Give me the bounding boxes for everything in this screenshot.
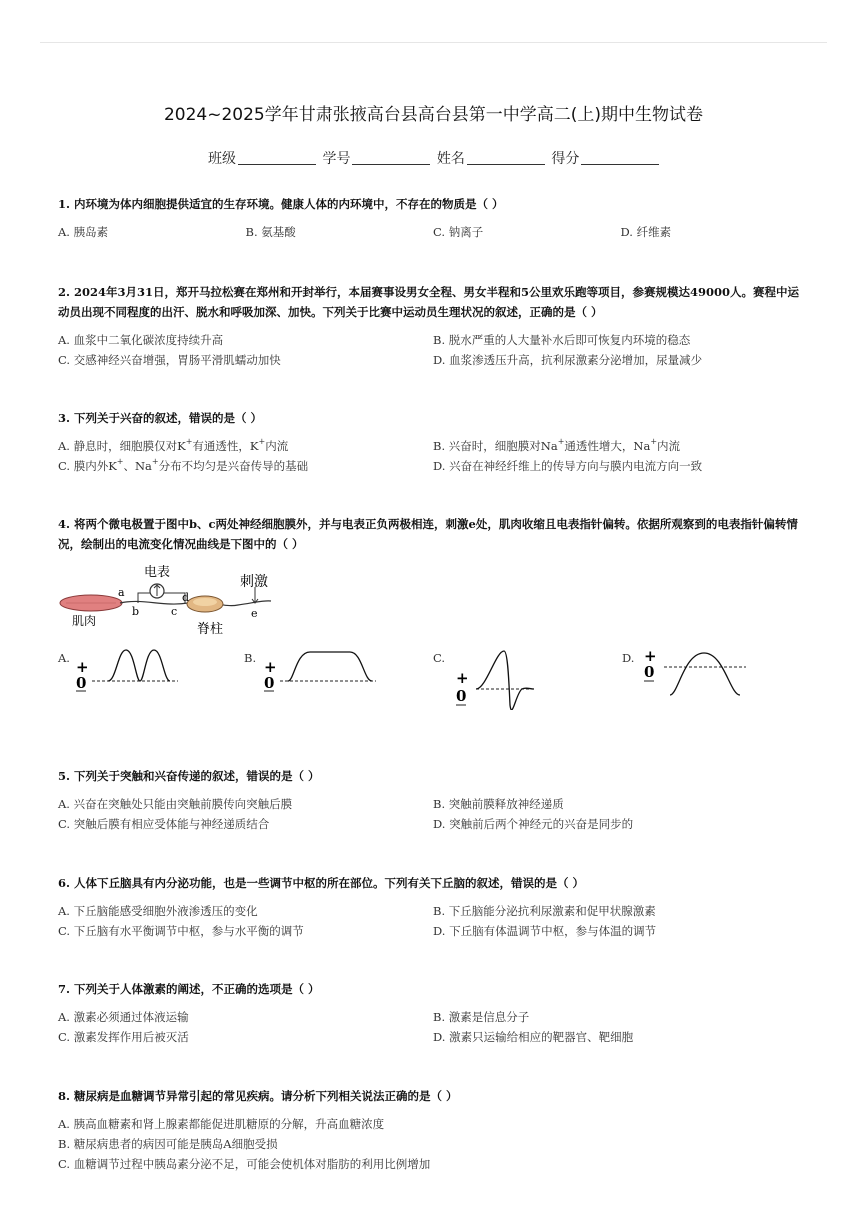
svg-text:+: + [456, 669, 469, 687]
option-b[interactable]: B. 突触前膜释放神经递质 [433, 797, 564, 811]
student-info-line [208, 148, 661, 168]
question-stem: 4. 将两个微电极置于图中b、c两处神经细胞膜外，并与电表正负两极相连，刺激e处，肌肉收缩且电表指针偏转。依据所观察到的电表指针偏转情况，绘制出的电流变化情况曲线是下图中的（ ） [58, 517, 798, 551]
id-label: 学号 [322, 151, 351, 167]
point-c-label: c [171, 605, 178, 618]
svg-text:0: 0 [76, 674, 87, 692]
question-8 [58, 1086, 808, 1174]
question-stem: 3. 下列关于兴奋的叙述，错误的是（ ） [58, 411, 263, 425]
option-c[interactable]: C. 交感神经兴奋增强，胃肠平滑肌蠕动加快 [58, 353, 281, 367]
option-a[interactable]: A. 下丘脑能感受细胞外液渗透压的变化 [58, 904, 258, 918]
name-field[interactable] [467, 150, 545, 165]
option-list [58, 222, 808, 242]
question-stem: 2. 2024年3月31日，郑开马拉松赛在郑州和开封举行，本届赛事设男女全程、男女半程和5公里欢乐跑等项目，参赛规模达49000人。赛程中运动员出现不同程度的出汗、脱水和呼吸加深、加快。下列关于比赛中运动员生理状况的叙述，正确的是（ ） [58, 285, 800, 319]
option-d[interactable]: D. 血浆渗透压升高，抗利尿激素分泌增加，尿量减少 [433, 353, 703, 367]
question-stem: 7. 下列关于人体激素的阐述，不正确的选项是（ ） [58, 982, 320, 996]
question-7 [58, 979, 808, 1047]
svg-text:+: + [264, 658, 277, 676]
question-6 [58, 873, 808, 941]
svg-text:0: 0 [264, 674, 275, 692]
graph-b-label[interactable]: B. [244, 651, 257, 665]
score-field[interactable] [581, 150, 659, 165]
point-e-label: e [251, 607, 258, 620]
name-label: 姓名 [436, 151, 465, 167]
point-b-label: b [132, 605, 140, 618]
option-c[interactable]: C. 激素发挥作用后被灭活 [58, 1030, 189, 1044]
graph-c-label[interactable]: C. [433, 651, 446, 665]
option-d[interactable]: D. 下丘脑有体温调节中枢，参与体温的调节 [433, 924, 657, 938]
option-d[interactable]: D. 纤维素 [620, 225, 672, 239]
point-a-label: a [118, 586, 125, 599]
option-a[interactable]: A. 激素必须通过体液运输 [58, 1010, 189, 1024]
graph-a-label[interactable]: A. [58, 651, 70, 665]
svg-text:0: 0 [644, 663, 655, 681]
muscle-label: 肌肉 [72, 614, 97, 628]
option-d[interactable]: D. 激素只运输给相应的靶器官、靶细胞 [433, 1030, 634, 1044]
graph-d-label[interactable]: D. [622, 651, 635, 665]
option-c[interactable]: C. 突触后膜有相应受体能与神经递质结合 [58, 817, 270, 831]
option-list [58, 436, 808, 476]
top-divider [40, 42, 827, 43]
option-b[interactable]: B. 下丘脑能分泌抗利尿激素和促甲状腺激素 [433, 904, 656, 918]
stimulus-label: 刺激 [240, 574, 268, 590]
question-5 [58, 766, 808, 834]
option-b[interactable]: B. 氨基酸 [245, 225, 296, 239]
option-d[interactable]: D. 兴奋在神经纤维上的传导方向与膜内电流方向一致 [433, 459, 703, 473]
svg-text:+: + [644, 647, 657, 665]
option-c[interactable]: C. 钠离子 [433, 225, 484, 239]
graph-a[interactable] [70, 642, 180, 692]
graph-d[interactable] [640, 645, 750, 700]
nerve-muscle-diagram [58, 565, 288, 640]
option-d[interactable]: D. 突触前后两个神经元的兴奋是同步的 [433, 817, 634, 831]
graph-b[interactable] [258, 642, 378, 692]
option-list [58, 901, 808, 941]
question-stem: 5. 下列关于突触和兴奋传递的叙述，错误的是（ ） [58, 769, 320, 783]
svg-text:+: + [76, 658, 89, 676]
option-a[interactable]: A. 兴奋在突触处只能由突触前膜传向突触后膜 [58, 797, 293, 811]
option-c[interactable]: C. 血糖调节过程中胰岛素分泌不足，可能会使机体对脂肪的利用比例增加 [58, 1157, 431, 1171]
meter-label: 电表 [143, 565, 171, 580]
option-b[interactable]: B. 糖尿病患者的病因可能是胰岛A细胞受损 [58, 1137, 278, 1151]
option-b[interactable]: B. 脱水严重的人大量补水后即可恢复内环境的稳态 [433, 333, 691, 347]
option-c[interactable]: C. 膜内外K+、Na+分布不均匀是兴奋传导的基础 [58, 457, 309, 473]
option-c[interactable]: C. 下丘脑有水平衡调节中枢，参与水平衡的调节 [58, 924, 304, 938]
id-field[interactable] [352, 150, 430, 165]
class-field[interactable] [238, 150, 316, 165]
question-4 [58, 514, 808, 554]
page-title: 2024~2025学年甘肃张掖高台县高台县第一中学高二(上)期中生物试卷 [163, 105, 704, 125]
question-2 [58, 282, 808, 370]
class-label: 班级 [208, 151, 236, 167]
option-b[interactable]: B. 激素是信息分子 [433, 1010, 530, 1024]
question-stem: 1. 内环境为体内细胞提供适宜的生存环境。健康人体的内环境中，不存在的物质是（ ） [58, 197, 504, 211]
option-a[interactable]: A. 血浆中二氧化碳浓度持续升高 [58, 333, 224, 347]
option-b[interactable]: B. 兴奋时，细胞膜对Na+通透性增大，Na+内流 [433, 437, 681, 453]
svg-text:0: 0 [456, 687, 467, 705]
option-a[interactable]: A. 静息时，细胞膜仅对K+有通透性，K+内流 [58, 437, 289, 453]
question-3 [58, 408, 808, 476]
point-d-label: d [182, 591, 190, 604]
option-list [58, 1114, 808, 1174]
question-stem: 8. 糖尿病是血糖调节异常引起的常见疾病。请分析下列相关说法正确的是（ ） [58, 1089, 458, 1103]
score-label: 得分 [551, 151, 580, 167]
option-list [58, 794, 808, 834]
option-list [58, 1007, 808, 1047]
option-a[interactable]: A. 胰岛素 [58, 225, 109, 239]
spine-label: 脊柱 [197, 622, 224, 637]
option-a[interactable]: A. 胰高血糖素和肾上腺素都能促进肌糖原的分解，升高血糖浓度 [58, 1117, 385, 1131]
question-stem: 6. 人体下丘脑具有内分泌功能，也是一些调节中枢的所在部位。下列有关下丘脑的叙述，错误的是（ ） [58, 876, 585, 890]
option-list [58, 330, 808, 370]
graph-c[interactable] [452, 645, 542, 710]
question-1 [58, 194, 808, 242]
